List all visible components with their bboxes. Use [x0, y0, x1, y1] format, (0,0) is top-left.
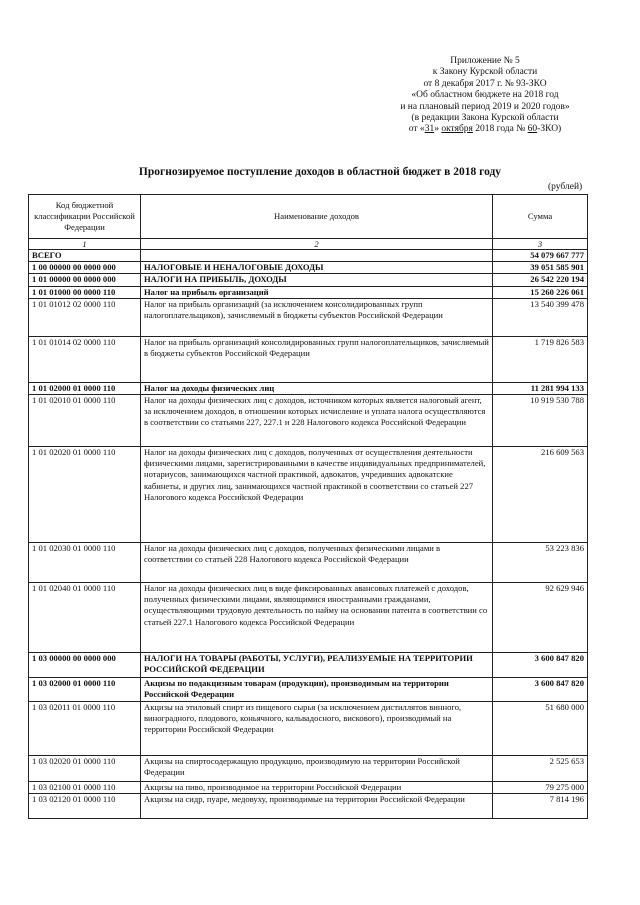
- name-cell: Налог на прибыль организаций: [141, 286, 493, 298]
- sum-cell: 13 540 399 478: [493, 298, 588, 336]
- table-row: [29, 395, 588, 447]
- appendix-line: Приложение № 5: [450, 56, 520, 66]
- sum-cell: 1 719 826 583: [493, 336, 588, 382]
- header-code: Код бюджетной классификации Российской Федерации: [29, 195, 141, 239]
- code-cell: 1 01 02040 01 0000 110: [29, 583, 141, 653]
- table-row: [29, 250, 588, 262]
- code-cell: 1 01 01014 02 0000 110: [29, 336, 141, 382]
- table-row: [29, 756, 588, 782]
- table-row: [29, 702, 588, 756]
- table-row: [29, 262, 588, 274]
- code-cell: 1 01 02000 01 0000 110: [29, 382, 141, 394]
- code-cell: 1 03 00000 00 0000 000: [29, 653, 141, 678]
- amendment-mid: »: [434, 124, 442, 135]
- name-cell: Налог на доходы физических лиц в виде фиксированных авансовых платежей с доходов, полученных физическими лицами, являющимися иностранными гражданами, осуществляющими трудовую деятельность по найму на основании патента в соответствии со статьей 227.1 Налогового кодекса Российской Федерации: [141, 583, 493, 653]
- name-cell: [141, 250, 493, 262]
- revenue-table: [28, 194, 588, 819]
- code-cell: 1 03 02100 01 0000 110: [29, 782, 141, 794]
- table-row: [29, 382, 588, 394]
- name-cell: Акцизы на спиртосодержащую продукцию, производимую на территории Российской Федерации: [141, 756, 493, 782]
- sum-cell: 3 600 847 820: [493, 653, 588, 678]
- table-row: [29, 543, 588, 583]
- name-cell: Налог на доходы физических лиц с доходов, полученных от осуществления деятельности физическими лицами, зарегистрированными в качестве индивидуальных предпринимателей, нотариусов, занимающихся частной практикой, адвокатов, учредивших адвокатские кабинеты, и других лиц, занимающихся частной практикой в соответствии со статьей 227 Налогового кодекса Российской Федерации: [141, 447, 493, 543]
- table-row: [29, 782, 588, 794]
- sum-cell: 7 814 196: [493, 794, 588, 819]
- sum-cell: 10 919 530 788: [493, 395, 588, 447]
- appendix-line: и на плановый период 2019 и 2020 годов»: [400, 101, 570, 112]
- sum-cell: 15 260 226 061: [493, 286, 588, 298]
- code-cell: 1 03 02020 01 0000 110: [29, 756, 141, 782]
- name-cell: Налог на доходы физических лиц с доходов, источником которых является налоговый агент, за исключением доходов, в отношении которых исчисление и уплата налога осуществляются в соответствии со статьями 227, 227.1 и 228 Налогового кодекса Российской Федерации: [141, 395, 493, 447]
- unit-label: (рублей): [548, 182, 583, 192]
- appendix-line-amendment: [370, 124, 600, 135]
- table-row: [29, 274, 588, 286]
- appendix-header: [370, 56, 600, 136]
- code-cell: 1 01 02010 01 0000 110: [29, 395, 141, 447]
- code-cell: 1 03 02000 01 0000 110: [29, 678, 141, 702]
- amendment-year: 2018 года №: [472, 124, 528, 135]
- name-cell: Налог на прибыль организаций (за исключением консолидированных групп налогоплательщиков), зачисляемый в бюджеты субъектов Российской Федерации: [141, 298, 493, 336]
- table-row: [29, 678, 588, 702]
- name-cell: Налог на доходы физических лиц: [141, 382, 493, 394]
- code-cell: 1 01 01012 02 0000 110: [29, 298, 141, 336]
- sum-cell: 51 680 000: [493, 702, 588, 756]
- code-cell: 1 03 02011 01 0000 110: [29, 702, 141, 756]
- column-number: 3: [493, 239, 588, 250]
- sum-cell: 92 629 946: [493, 583, 588, 653]
- sum-cell: 216 609 563: [493, 447, 588, 543]
- table-row: [29, 583, 588, 653]
- name-cell: НАЛОГОВЫЕ И НЕНАЛОГОВЫЕ ДОХОДЫ: [141, 262, 493, 274]
- name-cell: Акцизы по подакцизным товарам (продукции), производимым на территории Российской Федерации: [141, 678, 493, 702]
- revenue-table-body: [29, 250, 588, 819]
- code-cell: 1 01 00000 00 0000 000: [29, 274, 141, 286]
- amendment-month: октября: [441, 124, 473, 135]
- sum-cell: 3 600 847 820: [493, 678, 588, 702]
- name-cell: НАЛОГИ НА ТОВАРЫ (РАБОТЫ, УСЛУГИ), РЕАЛИЗУЕМЫЕ НА ТЕРРИТОРИИ РОССИЙСКОЙ ФЕДЕРАЦИИ: [141, 653, 493, 678]
- header-name: Наименование доходов: [141, 195, 493, 239]
- code-cell: 1 00 00000 00 0000 000: [29, 262, 141, 274]
- name-cell: Акцизы на пиво, производимое на территории Российской Федерации: [141, 782, 493, 794]
- name-cell: Акцизы на сидр, пуаре, медовуху, производимые на территории Российской Федерации: [141, 794, 493, 819]
- column-number: 1: [29, 239, 141, 250]
- table-row: [29, 336, 588, 382]
- sum-cell: 53 223 836: [493, 543, 588, 583]
- appendix-line: (в редакции Закона Курской области: [411, 113, 559, 124]
- document-title: Прогнозируемое поступление доходов в областной бюджет в 2018 году: [138, 166, 502, 178]
- sum-cell: 54 079 667 777: [493, 250, 588, 262]
- column-number: 2: [141, 239, 493, 250]
- sum-cell: 11 281 994 133: [493, 382, 588, 394]
- sum-cell: 26 542 220 194: [493, 274, 588, 286]
- table-row: [29, 794, 588, 819]
- code-cell: 1 03 02120 01 0000 110: [29, 794, 141, 819]
- name-cell: Акцизы на этиловый спирт из пищевого сырья (за исключением дистиллятов винного, виноградного, плодового, коньячного, кальвадосного, вискового), производимый на территории Российской Федерации: [141, 702, 493, 756]
- table-row: [29, 298, 588, 336]
- sum-cell: 39 051 585 901: [493, 262, 588, 274]
- appendix-line: к Закону Курской области: [432, 67, 538, 78]
- sum-cell: 79 275 000: [493, 782, 588, 794]
- amendment-suffix: -ЗКО): [537, 124, 562, 135]
- table-row: [29, 653, 588, 678]
- appendix-line: от 8 декабря 2017 г. № 93-ЗКО: [423, 78, 547, 89]
- code-cell: 1 01 02020 01 0000 110: [29, 447, 141, 543]
- code-cell: ВСЕГО: [29, 250, 141, 262]
- table-row: [29, 286, 588, 298]
- code-cell: 1 01 01000 00 0000 110: [29, 286, 141, 298]
- code-cell: 1 01 02030 01 0000 110: [29, 543, 141, 583]
- sum-cell: 2 525 653: [493, 756, 588, 782]
- header-sum: Сумма: [493, 195, 588, 239]
- table-row: [29, 447, 588, 543]
- amendment-day: 31: [424, 124, 435, 135]
- amendment-prefix: от «: [408, 124, 425, 135]
- name-cell: Налог на прибыль организаций консолидированных групп налогоплательщиков, зачисляемый в бюджеты субъектов Российской Федерации: [141, 336, 493, 382]
- amendment-number: 60: [527, 124, 538, 135]
- name-cell: Налог на доходы физических лиц с доходов, полученных физическими лицами в соответствии со статьей 228 Налогового кодекса Российской Федерации: [141, 543, 493, 583]
- name-cell: НАЛОГИ НА ПРИБЫЛЬ, ДОХОДЫ: [141, 274, 493, 286]
- appendix-line: «Об областном бюджете на 2018 год: [411, 90, 559, 101]
